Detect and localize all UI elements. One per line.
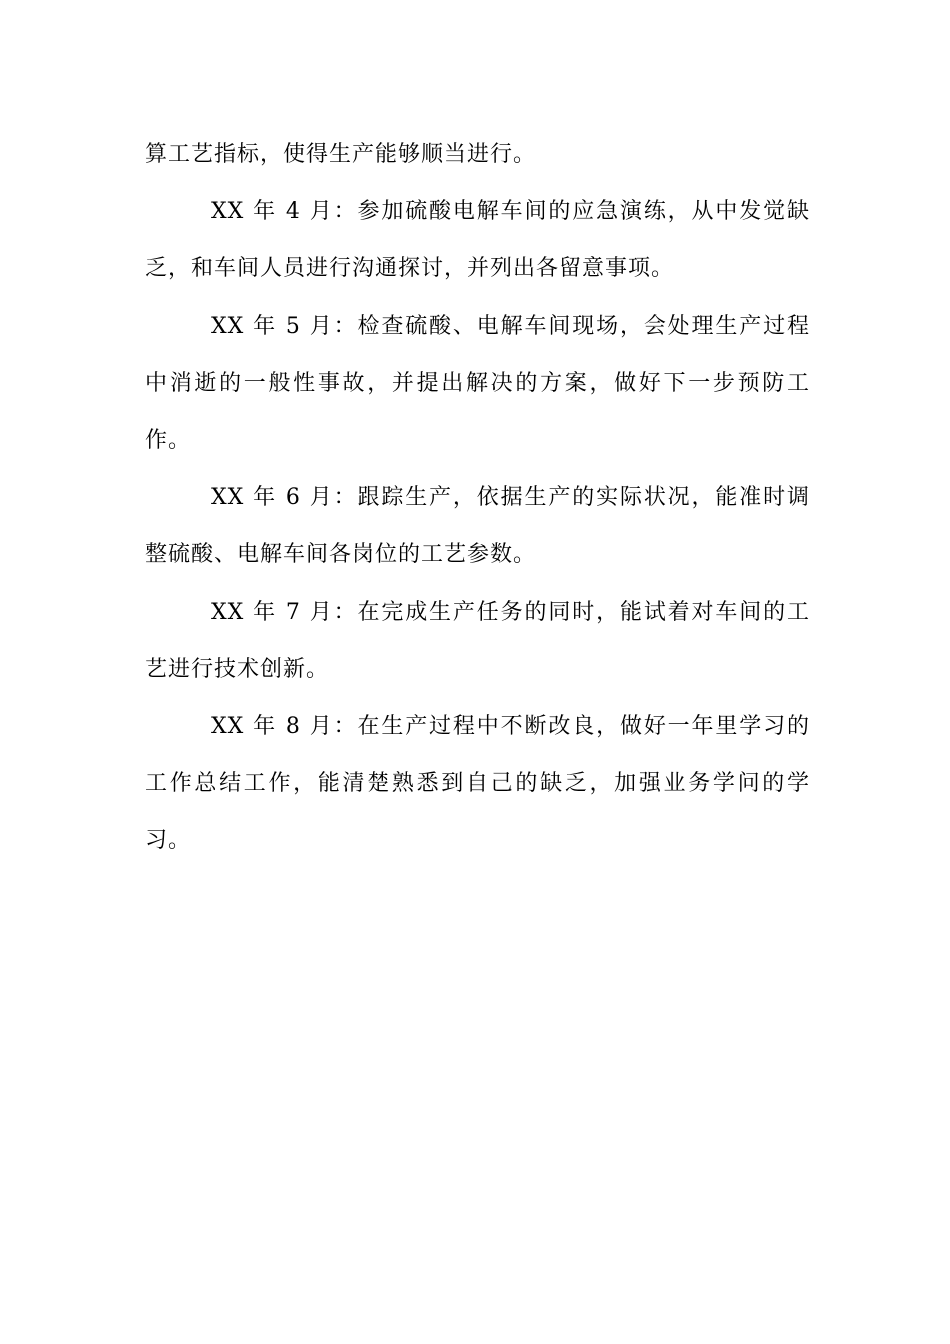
document-body	[145, 126, 810, 870]
paragraph-august: XX 年 8 月：在生产过程中不断改良，做好一年里学习的工作总结工作，能清楚熟悉到自己的缺乏，加强业务学问的学习。	[145, 714, 810, 854]
paragraph-may: XX 年 5 月：检查硫酸、电解车间现场，会处理生产过程中消逝的一般性事故，并提出解决的方案，做好下一步预防工作。	[145, 313, 810, 454]
paragraph-june: XX 年 6 月：跟踪生产，依据生产的实际状况，能准时调整硫酸、电解车间各岗位的工艺参数。	[145, 485, 810, 568]
paragraph-april: XX 年 4 月：参加硫酸电解车间的应急演练，从中发觉缺乏，和车间人员进行沟通探讨，并列出各留意事项。	[145, 199, 810, 282]
paragraph-continuation: 算工艺指标，使得生产能够顺当进行。	[145, 142, 537, 167]
paragraph-july: XX 年 7 月：在完成生产任务的同时，能试着对车间的工艺进行技术创新。	[145, 599, 810, 682]
